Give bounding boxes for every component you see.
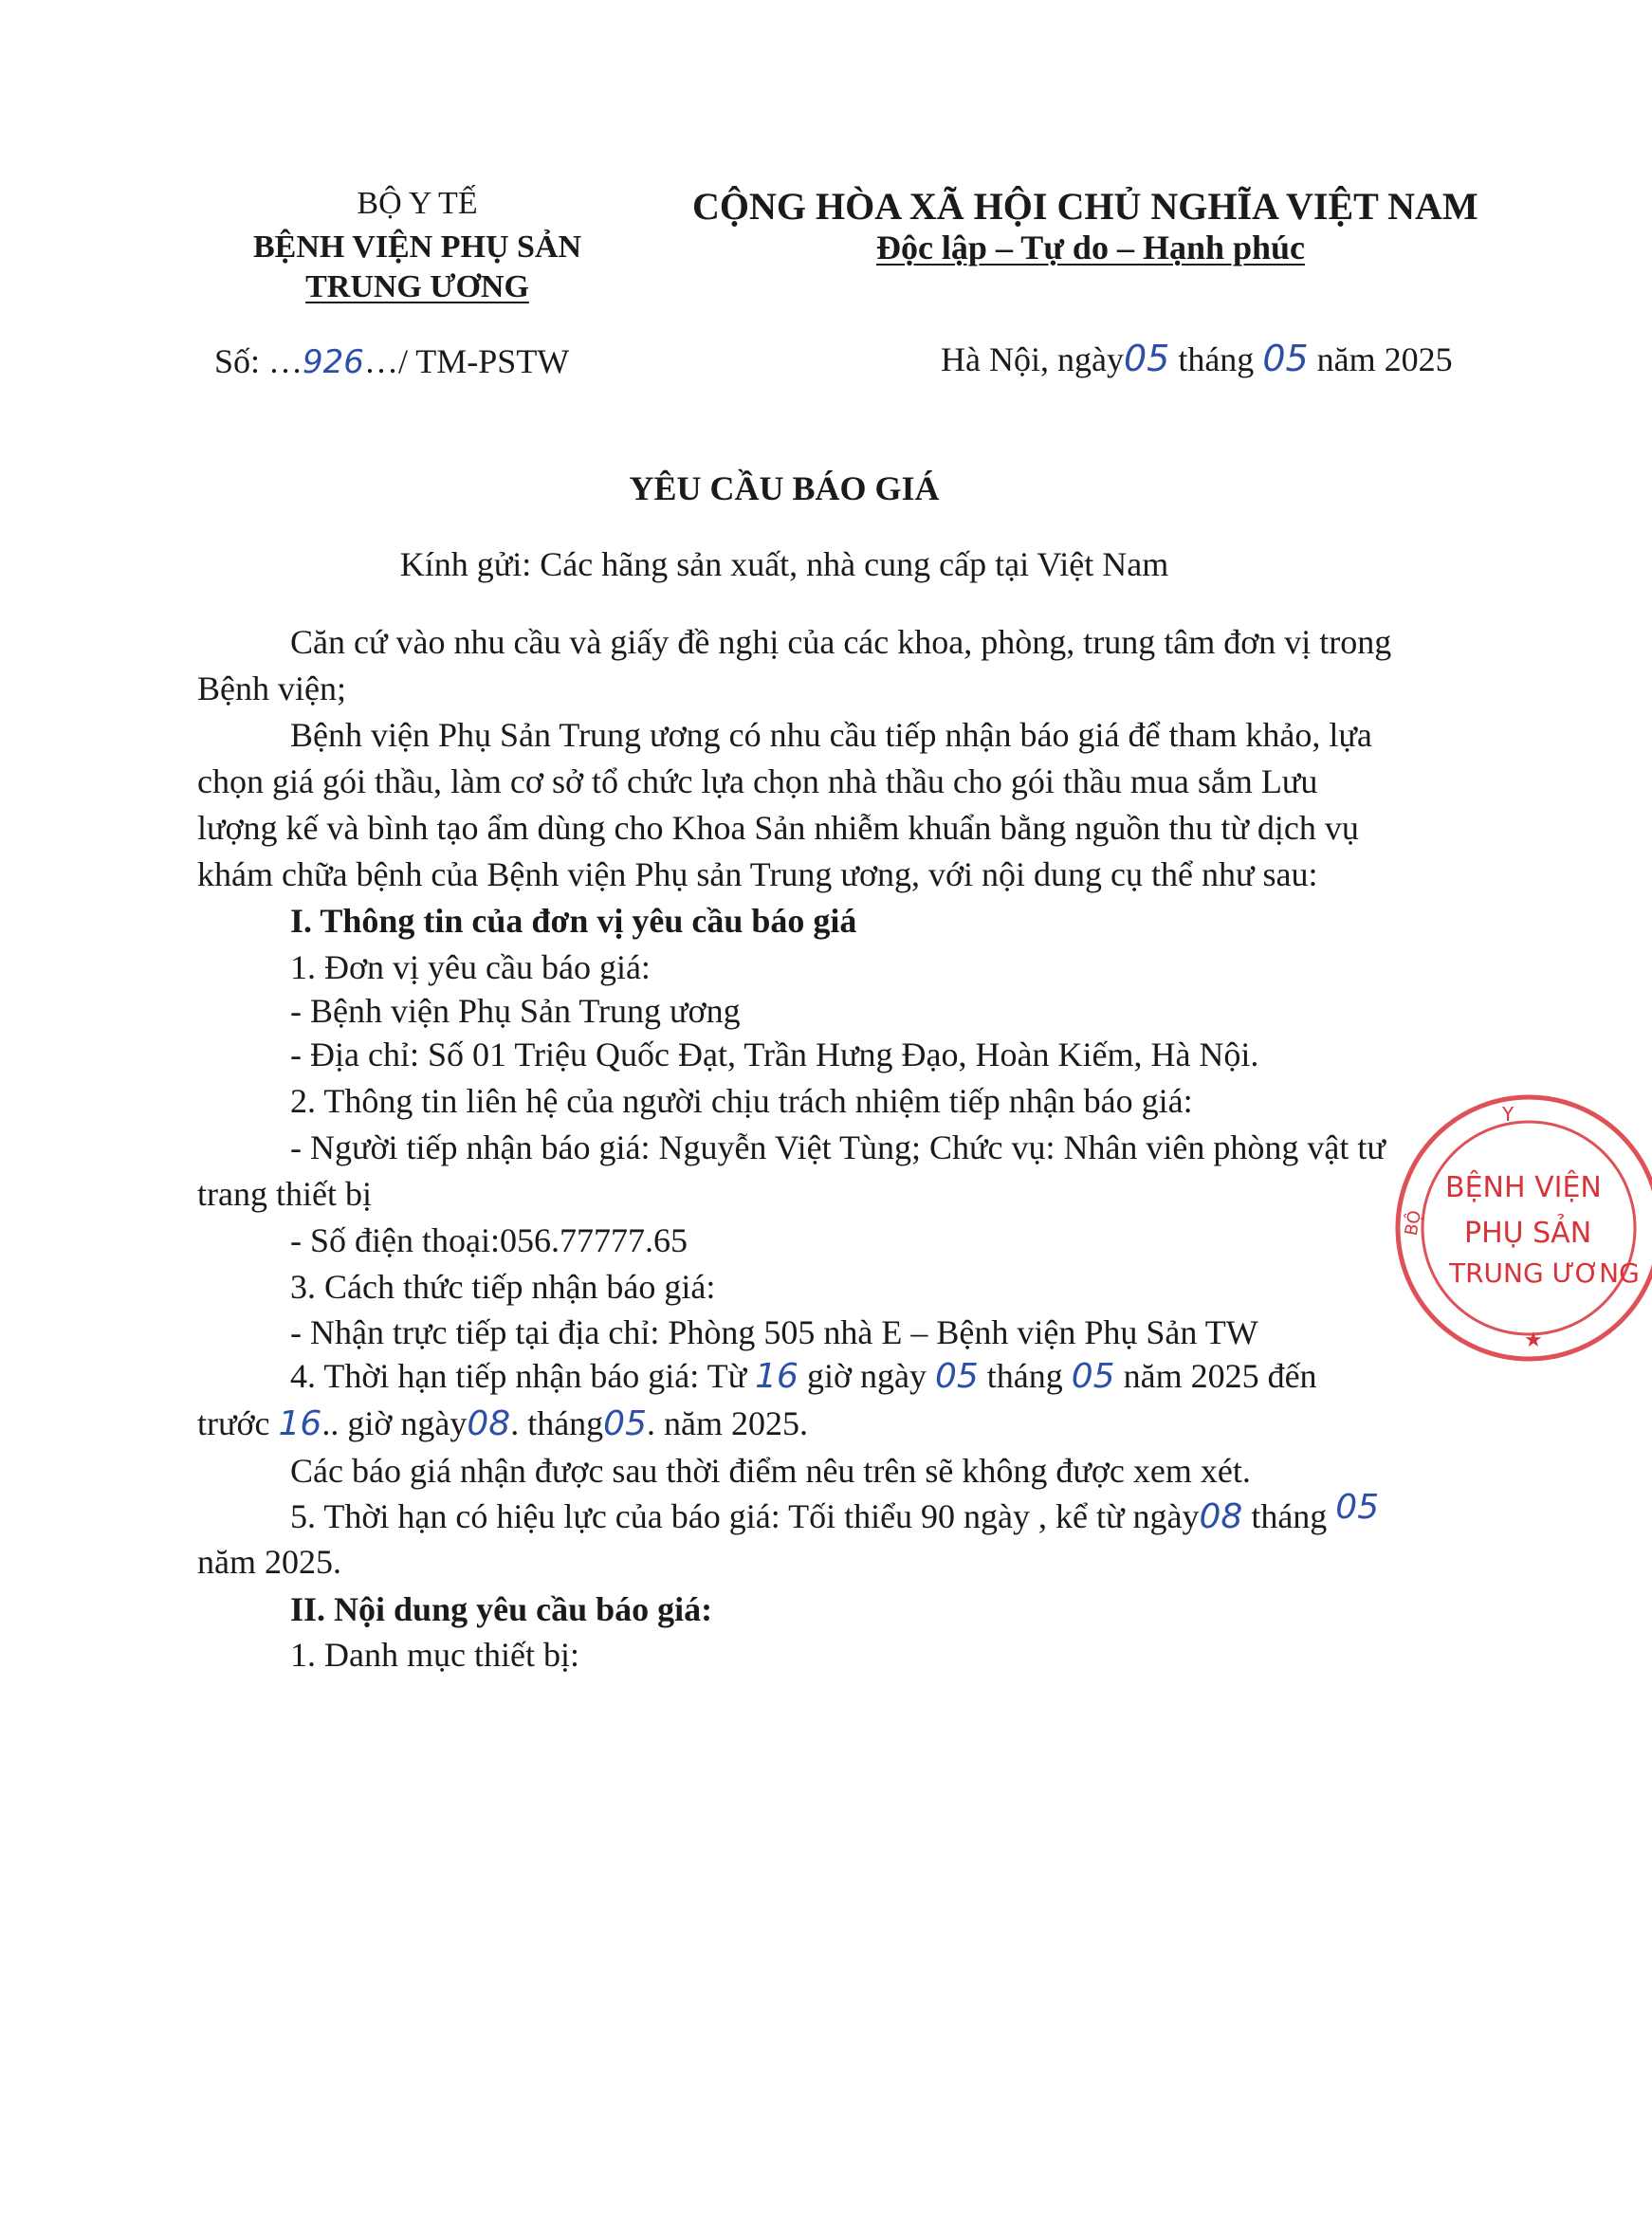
- intro-p2-line4: khám chữa bệnh của Bệnh viện Phụ sản Trung ương, với nội dung cụ thể như sau:: [197, 855, 1318, 893]
- official-stamp: [1386, 1091, 1652, 1366]
- motto: Độc lập – Tự do – Hạnh phúc: [875, 229, 1306, 266]
- date-year: năm 2025: [1316, 340, 1453, 378]
- ministry-name: BỘ Y TẾ: [357, 186, 478, 221]
- stamp-top-letter: Y: [1502, 1103, 1514, 1126]
- intro-p2-line2: chọn giá gói thầu, làm cơ sở tổ chức lựa chọn nhà thầu cho gói thầu mua sắm Lưu: [197, 762, 1318, 800]
- document-number: [214, 341, 569, 381]
- section1-item2: 2. Thông tin liên hệ của người chịu trách nhiệm tiếp nhận báo giá:: [290, 1082, 1193, 1120]
- section2-heading: II. Nội dung yêu cầu báo giá:: [290, 1590, 713, 1628]
- handwritten-day-to: 08: [467, 1404, 511, 1443]
- stamp-star-icon: ★: [1524, 1329, 1543, 1352]
- intro-p2-line3: lượng kế và bình tạo ẩm dùng cho Khoa Sản nhiễm khuẩn bằng nguồn thu từ dịch vụ: [197, 809, 1359, 847]
- handwritten-month: 05: [1262, 338, 1309, 379]
- handwritten-month-to: 05: [603, 1404, 647, 1443]
- late-note: Các báo giá nhận được sau thời điểm nêu trên sẽ không được xem xét.: [290, 1452, 1251, 1490]
- handwritten-day-from: 05: [934, 1357, 979, 1396]
- item4-text-h: . năm 2025.: [646, 1404, 808, 1442]
- section2-item1: 1. Danh mục thiết bị:: [290, 1636, 579, 1674]
- intro-p1-line2: Bệnh viện;: [197, 669, 346, 707]
- stamp-line2: PHỤ SẢN: [1464, 1217, 1592, 1250]
- document-date: [941, 338, 1453, 379]
- item5-text-a: 5. Thời hạn có hiệu lực của báo giá: Tối thiểu 90 ngày , kể từ ngày: [290, 1497, 1200, 1535]
- item4-text-e: trước: [197, 1404, 270, 1442]
- date-prefix: Hà Nội, ngày: [941, 340, 1124, 378]
- hospital-name-line1: BỆNH VIỆN PHỤ SẢN: [252, 229, 582, 265]
- section1-item4-line2: [197, 1403, 808, 1443]
- item4-text-f: .. giờ ngày: [321, 1404, 468, 1442]
- nation-title: CỘNG HÒA XÃ HỘI CHỦ NGHĨA VIỆT NAM: [692, 185, 1478, 228]
- item4-text-g: . tháng: [510, 1404, 604, 1442]
- item4-text-b: giờ ngày: [806, 1357, 927, 1395]
- handwritten-validity-day: 08: [1199, 1497, 1243, 1536]
- intro-p1-line1: Căn cứ vào nhu cầu và giấy đề nghị của các khoa, phòng, trung tâm đơn vị trong: [290, 623, 1392, 661]
- handwritten-hour-to: 16: [278, 1404, 322, 1443]
- section1-item2-person-line1: - Người tiếp nhận báo giá: Nguyễn Việt Tùng; Chức vụ: Nhân viên phòng vật tư: [290, 1128, 1386, 1166]
- intro-p2-line1: Bệnh viện Phụ Sản Trung ương có nhu cầu tiếp nhận báo giá để tham khảo, lựa: [290, 716, 1372, 754]
- stamp-line3: TRUNG ƯƠNG: [1449, 1257, 1640, 1289]
- stamp-line1: BỆNH VIỆN: [1445, 1171, 1602, 1204]
- recipient-line: Kính gửi: Các hãng sản xuất, nhà cung cấp tại Việt Nam: [399, 545, 1169, 583]
- handwritten-validity-month: 05: [1335, 1488, 1380, 1527]
- section1-item1-address: - Địa chỉ: Số 01 Triệu Quốc Đạt, Trần Hưng Đạo, Hoàn Kiếm, Hà Nội.: [290, 1036, 1259, 1073]
- number-prefix: Số: …: [214, 342, 303, 380]
- section1-item1: 1. Đơn vị yêu cầu báo giá:: [290, 948, 651, 986]
- item5-text-b: tháng: [1251, 1497, 1328, 1535]
- section1-item2-person-line2: trang thiết bị: [197, 1175, 372, 1213]
- section1-item4-line1: [290, 1356, 1317, 1396]
- number-suffix: …/ TM-PSTW: [363, 342, 570, 380]
- section1-item3: 3. Cách thức tiếp nhận báo giá:: [290, 1268, 716, 1306]
- handwritten-hour-from: 16: [755, 1357, 798, 1396]
- section1-item5-line2: năm 2025.: [197, 1543, 341, 1581]
- page-title: YÊU CẦU BÁO GIÁ: [629, 469, 940, 507]
- section1-item3-method: - Nhận trực tiếp tại địa chỉ: Phòng 505 nhà E – Bệnh viện Phụ Sản TW: [290, 1313, 1258, 1351]
- hospital-name-line2: TRUNG ƯƠNG: [305, 269, 529, 304]
- date-month-label: tháng: [1178, 340, 1255, 378]
- stamp-side-letters: BỘ: [1401, 1208, 1426, 1238]
- handwritten-number: 926: [303, 343, 364, 381]
- item4-text-d: năm 2025 đến: [1123, 1357, 1317, 1395]
- section1-item2-phone: - Số điện thoại:056.77777.65: [290, 1221, 688, 1259]
- item4-text-a: 4. Thời hạn tiếp nhận báo giá: Từ: [290, 1357, 747, 1395]
- section1-item5-line1: [290, 1488, 1380, 1536]
- handwritten-day: 05: [1123, 338, 1170, 379]
- item4-text-c: tháng: [986, 1357, 1063, 1395]
- section1-item1-name: - Bệnh viện Phụ Sản Trung ương: [290, 992, 741, 1030]
- handwritten-month-from: 05: [1071, 1357, 1115, 1396]
- section1-heading: I. Thông tin của đơn vị yêu cầu báo giá: [290, 902, 857, 940]
